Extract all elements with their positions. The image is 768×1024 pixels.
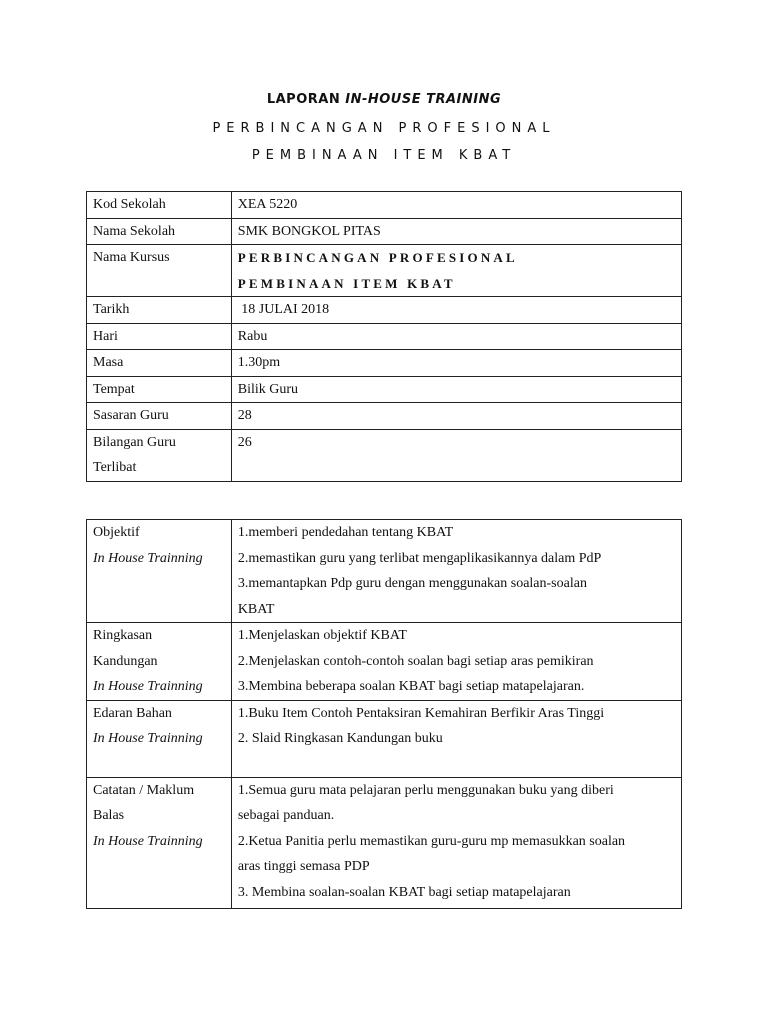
catatan-item-3: 3. Membina soalan-soalan KBAT bagi setiap matapelajaran (237, 884, 571, 900)
report-subtitle-1: PERBINCANGAN PROFESIONAL (212, 121, 556, 136)
table-row (87, 192, 682, 219)
objektif-label-cell (87, 520, 232, 623)
masa-label: Masa (87, 350, 232, 377)
catatan-sublabel: In House Trainning (93, 833, 203, 849)
nama-kursus-value (231, 245, 681, 297)
table-row (87, 297, 682, 324)
edaran-content (231, 700, 681, 777)
hari-value: Rabu (231, 323, 681, 350)
sasaran-guru-label: Sasaran Guru (87, 403, 232, 430)
report-title-italic: IN-HOUSE TRAINING (345, 92, 502, 107)
catatan-label-1: Catatan / Maklum (93, 782, 195, 798)
tempat-value: Bilik Guru (231, 376, 681, 403)
table-row (87, 623, 682, 701)
catatan-label-2: Balas (93, 808, 125, 823)
catatan-item-1a: 1.Semua guru mata pelajaran perlu menggunakan buku yang diberi (237, 782, 614, 798)
ringkasan-label-cell (87, 623, 232, 701)
ringkasan-item-1: 1.Menjelaskan objektif KBAT (237, 628, 407, 643)
catatan-item-1b: sebagai panduan. (237, 808, 335, 823)
catatan-item-2b: aras tinggi semasa PDP (237, 859, 370, 874)
sasaran-guru-value: 28 (231, 403, 681, 430)
bilangan-guru-value: 26 (231, 429, 681, 481)
objektif-item-2: 2.memastikan guru yang terlibat mengaplikasikannya dalam PdP (237, 550, 602, 566)
training-detail-table (86, 519, 682, 909)
tarikh-label: Tarikh (87, 297, 232, 324)
nama-kursus-line-1: PERBINCANGAN PROFESIONAL (237, 250, 518, 265)
ringkasan-label-2: Kandungan (93, 653, 158, 669)
table-row (87, 403, 682, 430)
report-subtitle-2: PEMBINAAN ITEM KBAT (251, 148, 517, 163)
bilangan-guru-label-line-1: Bilangan Guru (93, 434, 176, 450)
school-info-table (86, 191, 682, 482)
catatan-item-2a: 2.Ketua Panitia perlu memastikan guru-guru mp memasukkan soalan (237, 833, 626, 849)
kod-sekolah-value: XEA 5220 (231, 192, 681, 219)
catatan-label-cell (87, 777, 232, 908)
ringkasan-item-3: 3.Membina beberapa soalan KBAT bagi setiap matapelajaran. (237, 679, 585, 694)
edaran-item-1: 1.Buku Item Contoh Pentaksiran Kemahiran Berfikir Aras Tinggi (237, 705, 605, 721)
edaran-item-2: 2. Slaid Ringkasan Kandungan buku (237, 731, 443, 746)
objektif-sublabel: In House Trainning (93, 550, 203, 566)
ringkasan-item-2: 2.Menjelaskan contoh-contoh soalan bagi setiap aras pemikiran (237, 653, 594, 669)
report-title (0, 92, 768, 108)
ringkasan-sublabel: In House Trainning (93, 679, 203, 694)
table-row (87, 777, 682, 908)
edaran-sublabel: In House Trainning (93, 731, 203, 746)
nama-kursus-line-2: PEMBINAAN ITEM KBAT (237, 275, 456, 291)
table-row (87, 520, 682, 623)
objektif-content (231, 520, 681, 623)
table-row (87, 376, 682, 403)
bilangan-guru-label-line-2: Terlibat (93, 460, 137, 475)
table-row (87, 218, 682, 245)
masa-value: 1.30pm (231, 350, 681, 377)
tempat-label: Tempat (87, 376, 232, 403)
edaran-label-cell (87, 700, 232, 777)
nama-sekolah-label: Nama Sekolah (87, 218, 232, 245)
table-row (87, 700, 682, 777)
table-row (87, 350, 682, 377)
bilangan-guru-label (87, 429, 232, 481)
ringkasan-label-1: Ringkasan (93, 628, 153, 643)
tarikh-value: 18 JULAI 2018 (231, 297, 681, 324)
objektif-item-3b: KBAT (237, 601, 275, 617)
table-row (87, 323, 682, 350)
table-row (87, 429, 682, 481)
hari-label: Hari (87, 323, 232, 350)
edaran-label: Edaran Bahan (93, 705, 172, 721)
objektif-item-1: 1.memberi pendedahan tentang KBAT (237, 525, 454, 540)
table-row (87, 245, 682, 297)
catatan-content (231, 777, 681, 908)
nama-kursus-label: Nama Kursus (87, 245, 232, 297)
ringkasan-content (231, 623, 681, 701)
report-title-prefix: LAPORAN (266, 92, 346, 107)
kod-sekolah-label: Kod Sekolah (87, 192, 232, 219)
objektif-label: Objektif (93, 525, 140, 540)
objektif-item-3a: 3.memantapkan Pdp guru dengan menggunakan soalan-soalan (237, 576, 587, 591)
nama-sekolah-value: SMK BONGKOL PITAS (231, 218, 681, 245)
